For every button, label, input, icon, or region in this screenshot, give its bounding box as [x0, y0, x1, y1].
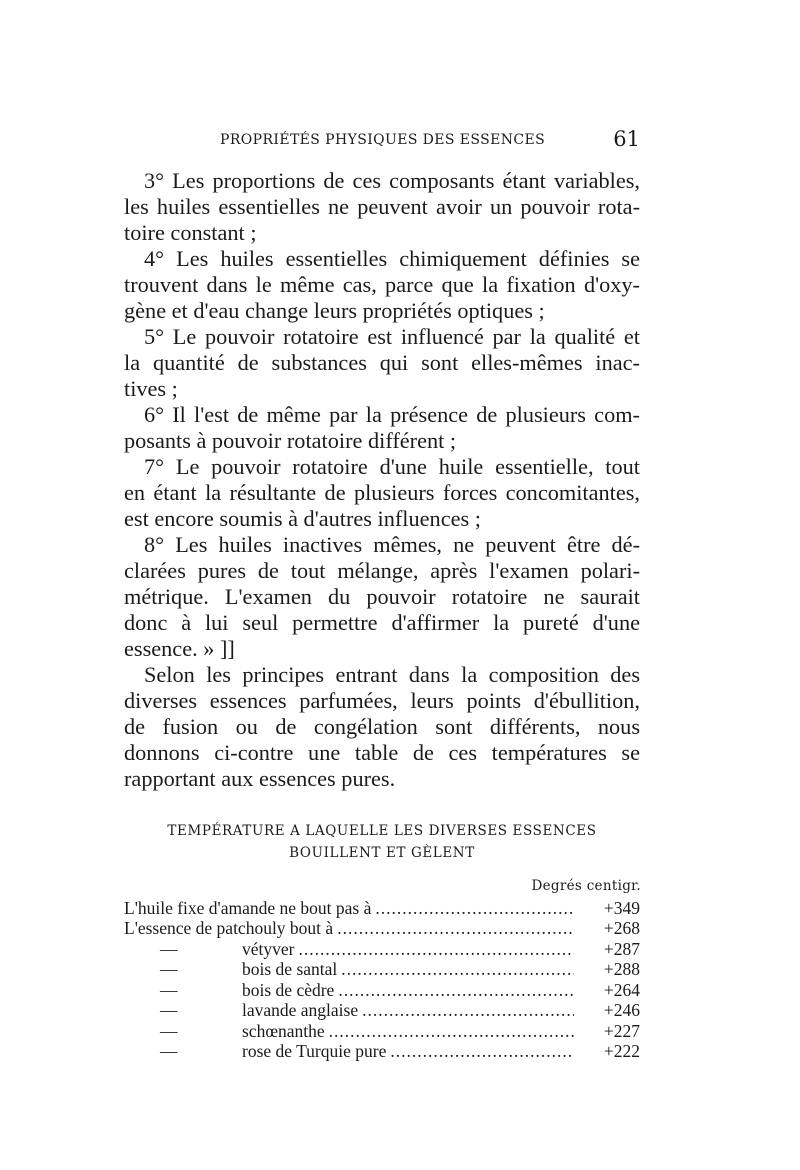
text-line: en étant la résultante de plusieurs forces concomitantes, — [124, 480, 640, 505]
row-value: +246 — [603, 1000, 640, 1020]
ditto-dash: — — [160, 938, 178, 959]
text-line: 7° Le pouvoir rotatoire d'une huile essentielle, tout — [144, 454, 640, 479]
row-value: +222 — [603, 1041, 640, 1061]
page-number: 61 — [613, 127, 640, 151]
text-line: toire constant ; — [124, 220, 257, 245]
text-line: posants à pouvoir rotatoire différent ; — [124, 428, 457, 453]
row-label: lavande anglaise — [242, 1000, 359, 1020]
table-row — [124, 1001, 640, 1022]
text-line: les huiles essentielles ne peuvent avoir un pouvoir rota- — [124, 194, 640, 219]
temperature-table — [124, 898, 640, 1062]
text-line: 3° Les proportions de ces composants étant variables, — [144, 168, 640, 193]
text-line: diverses essences parfumées, leurs points d'ébullition, — [124, 688, 640, 713]
row-label: L'essence de patchouly bout à — [124, 918, 334, 938]
text-line: tives ; — [124, 376, 178, 401]
row-value: +227 — [603, 1020, 640, 1041]
row-label: bois de cèdre — [242, 979, 335, 1000]
dot-leader — [329, 1021, 574, 1042]
text-line: métrique. L'examen du pouvoir rotatoire ne saurait — [124, 584, 640, 609]
text-line: 6° Il l'est de même par la présence de plusieurs com- — [144, 402, 640, 427]
text-line: 8° Les huiles inactives mêmes, ne peuvent être dé- — [144, 532, 640, 557]
ditto-dash: — — [160, 1020, 178, 1041]
text-line: donc à lui seul permettre d'affirmer la pureté d'une — [124, 610, 640, 635]
body-text — [124, 168, 640, 792]
row-label: rose de Turquie pure — [242, 1041, 387, 1061]
table-row — [124, 960, 640, 981]
ditto-dash: — — [160, 1041, 178, 1061]
table-title-line-1: TEMPÉRATURE A LAQUELLE LES DIVERSES ESSENCES — [167, 823, 597, 839]
row-label: L'huile fixe d'amande ne bout pas à — [124, 897, 372, 918]
text-line: Selon les principes entrant dans la composition des — [144, 662, 640, 687]
dot-leader — [338, 980, 574, 1001]
text-line: trouvent dans le même cas, parce que la fixation d'oxy- — [124, 272, 640, 297]
table-row — [124, 919, 640, 940]
text-line: donnons ci-contre une table de ces températures se — [124, 740, 640, 765]
running-title: PROPRIÉTÉS PHYSIQUES DES ESSENCES — [220, 132, 546, 148]
text-line: 4° Les huiles essentielles chimiquement définies se — [144, 246, 640, 271]
row-label: schœnanthe — [242, 1020, 325, 1041]
table-title — [124, 820, 640, 864]
text-line: la quantité de substances qui sont elles-mêmes inac- — [124, 350, 640, 375]
text-line: gène et d'eau change leurs propriétés optiques ; — [124, 298, 545, 323]
table-row — [124, 939, 640, 960]
ditto-dash: — — [160, 979, 178, 1000]
row-value: +288 — [603, 959, 640, 979]
ditto-dash: — — [160, 1000, 178, 1020]
row-value: +264 — [603, 979, 640, 1000]
dot-leader — [337, 918, 574, 939]
table-row — [124, 1021, 640, 1042]
row-value: +349 — [603, 897, 640, 918]
dot-leader — [362, 1000, 574, 1021]
text-line: clarées pures de tout mélange, après l'examen polari- — [124, 558, 640, 583]
dot-leader — [375, 898, 574, 919]
dot-leader — [390, 1041, 574, 1062]
text-line: 5° Le pouvoir rotatoire est influencé par la qualité et — [144, 324, 640, 349]
dot-leader — [341, 959, 574, 980]
dot-leader — [298, 939, 574, 960]
row-label: bois de santal — [242, 959, 338, 979]
text-line: est encore soumis à d'autres influences ; — [124, 506, 481, 531]
table-row — [124, 898, 640, 919]
table-row — [124, 1042, 640, 1063]
table-row — [124, 980, 640, 1001]
text-line: rapportant aux essences pures. — [124, 766, 396, 791]
table-units-header: Degrés centigr. — [531, 878, 641, 894]
page-header — [124, 127, 640, 156]
text-line: de fusion ou de congélation sont différents, nous — [124, 714, 640, 739]
row-value: +268 — [603, 918, 640, 938]
ditto-dash: — — [160, 959, 178, 979]
text-line: essence. » ]] — [124, 636, 235, 661]
row-value: +287 — [603, 938, 640, 959]
table-title-line-2: BOUILLENT ET GÈLENT — [289, 845, 475, 861]
row-label: vétyver — [242, 938, 295, 959]
